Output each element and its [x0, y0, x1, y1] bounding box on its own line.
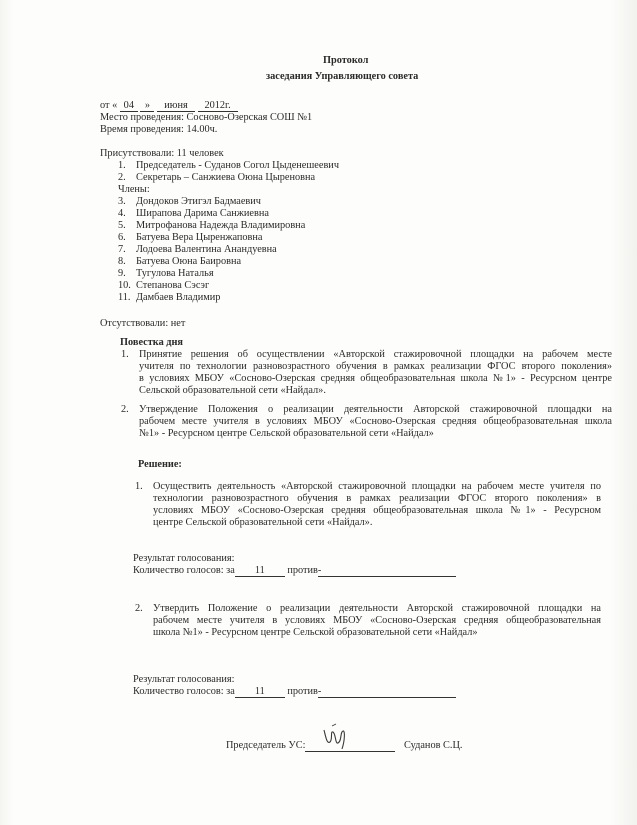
votes-for: 11: [235, 566, 285, 577]
meeting-time: Время проведения: 14.00ч.: [100, 124, 218, 135]
vote-count-line: Количество голосов: за 11 против-: [133, 565, 456, 577]
meeting-date: [100, 100, 238, 112]
decision-title: Решение:: [138, 459, 182, 470]
date-month: июня: [157, 101, 195, 112]
list-item: 5. Митрофанова Надежда Владимировна: [118, 220, 306, 231]
list-item: 9. Тугулова Наталья: [118, 268, 214, 279]
document-title: Протокол: [323, 55, 369, 66]
vote-count-line: Количество голосов: за 11 против-: [133, 686, 456, 698]
text-line: рабочем месте учителя в условиях МБОУ «Сосново-Озерская средняя общеобразовательная: [153, 615, 601, 626]
votes-against: -: [318, 566, 456, 577]
present-count: Присутствовали: 11 человек: [100, 148, 224, 159]
date-prefix: от «: [100, 100, 118, 111]
agenda-title: Повестка дня: [120, 337, 183, 348]
signature-label: Председатель УС:: [226, 740, 306, 751]
text-line: Утвердить Положение о реализации деятельности Авторской стажировочной площадки на: [153, 603, 601, 614]
text-line: Осуществить деятельность «Авторской стажировочной площадки на рабочем месте учителя по: [153, 481, 601, 492]
votes-for: 11: [235, 687, 285, 698]
absent-line: Отсутствовали: нет: [100, 318, 186, 329]
decision-item-number: 2.: [135, 603, 143, 614]
text-line: технологии разновозрастного обучения в рамках реализации ФГОС второго поколения» в: [153, 493, 601, 504]
text-line: центре Сельской образовательной сети «Найдал».: [153, 517, 373, 528]
date-day: 04: [120, 101, 138, 112]
date-mid: »: [140, 101, 154, 112]
list-item: 3. Дондоков Этигэл Бадмаевич: [118, 196, 261, 207]
list-item: 10. Степанова Сэсэг: [118, 280, 210, 291]
agenda-item-number: 2.: [121, 404, 129, 415]
vote-result-label: Результат голосования:: [133, 674, 235, 685]
text-line: условиях МБОУ «Сосново-Озерская средняя общеобразовательная школа №1» - Ресурсном: [153, 505, 601, 516]
list-item: 1. Председатель - Суданов Согол Цыденешеевич: [118, 160, 340, 171]
vote-result-label: Результат голосования:: [133, 553, 235, 564]
list-item: 4. Ширапова Дарима Санжиевна: [118, 208, 269, 219]
text-line: Принятие решения об осуществлении «Авторской стажировочной площадки на рабочем месте: [139, 349, 612, 360]
text-line: №1» - Ресурсном центре Сельской образовательной сети «Найдал»: [139, 428, 434, 439]
votes-against: -: [318, 687, 456, 698]
list-item: 6. Батуева Вера Цыренжаповна: [118, 232, 263, 243]
list-item: 8. Батуева Оюна Баировна: [118, 256, 242, 267]
text-line: школа №1» - Ресурсном центре Сельской образовательной сети «Найдал»: [153, 627, 478, 638]
text-line: учителя по технологии разновозрастного обучения в рамках реализации ФГОС второго поколения»: [139, 361, 612, 372]
meeting-place: Место проведения: Сосново-Озерская СОШ №1: [100, 112, 313, 123]
chairman-name: Суданов С.Ц.: [404, 740, 463, 751]
text-line: Утверждение Положения о реализации деятельности Авторской стажировочной площадки на: [139, 404, 612, 415]
text-line: в условиях МБОУ «Сосново-Озерская средняя общеобразовательная школа №1» - Ресурсном центре: [139, 373, 612, 384]
date-year: 2012г.: [198, 101, 238, 112]
agenda-item-number: 1.: [121, 349, 129, 360]
list-item: 11. Дамбаев Владимир: [118, 292, 221, 303]
text-line: рабочем месте учителя в условиях МБОУ «Сосново-Озерская средняя общеобразовательная школа: [139, 416, 612, 427]
list-item: 2. Секретарь – Санжиева Оюна Цыреновна: [118, 172, 316, 183]
document-subtitle: заседания Управляющего совета: [266, 71, 419, 82]
text-line: Сельской образовательной сети «Найдал».: [139, 385, 326, 396]
handwritten-signature-icon: [318, 722, 358, 752]
members-label: Члены:: [118, 184, 150, 195]
decision-item-number: 1.: [135, 481, 143, 492]
list-item: 7. Лодоева Валентина Анандуевна: [118, 244, 277, 255]
